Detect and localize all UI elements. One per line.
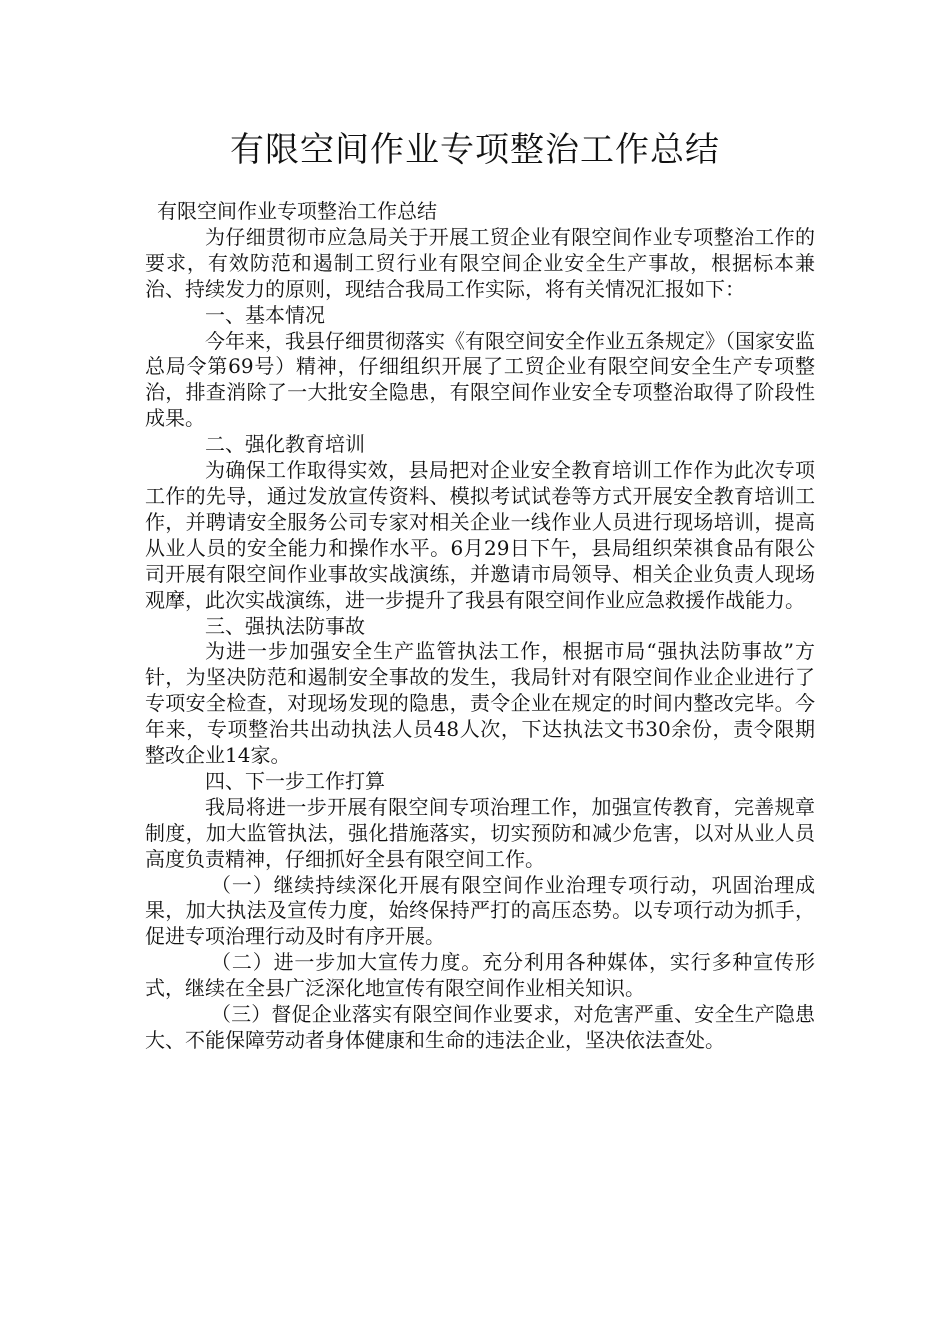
education-training-paragraph: 为确保工作取得实效，县局把对企业安全教育培训工作作为此次专项工作的先导，通过发放宣传资料、模拟考试试卷等方式开展安全教育培训工作，并聘请安全服务公司专家对相关企业一线作业人员进行现场培训，提高从业人员的安全能力和操作水平。6月29日下午，县局组织荣祺食品有限公司开展有限空间作业事故实战演练，并邀请市局领导、相关企业负责人现场观摩，此次实战演练，进一步提升了我县有限空间作业应急救援作战能力。: [145, 458, 815, 612]
next-steps-item-1: （一）继续持续深化开展有限空间作业治理专项行动，巩固治理成果，加大执法及宣传力度，始终保持严打的高压态势。以专项行动为抓手，促进专项治理行动及时有序开展。: [145, 872, 815, 949]
next-steps-item-3: （三）督促企业落实有限空间作业要求，对危害严重、安全生产隐患大、不能保障劳动者身体健康和生命的违法企业，坚决依法查处。: [145, 1002, 815, 1052]
basic-situation-paragraph: 今年来，我县仔细贯彻落实《有限空间安全作业五条规定》（国家安监总局令第69号）精神，仔细组织开展了工贸企业有限空间安全生产专项整治，排查消除了一大批安全隐患，有限空间作业安全专项整治取得了阶段性成果。: [145, 328, 815, 431]
document-title: 有限空间作业专项整治工作总结: [230, 130, 720, 170]
document-body: [145, 199, 815, 1054]
section-heading-education-training: 二、强化教育培训: [205, 432, 365, 457]
law-enforcement-paragraph: 为进一步加强安全生产监管执法工作，根据市局“强执法防事故”方针，为坚决防范和遏制安全事故的发生，我局针对有限空间作业企业进行了专项安全检查，对现场发现的隐患，责令企业在规定的时间内整改完毕。今年来，专项整治共出动执法人员48人次，下达执法文书30余份，责令限期整改企业14家。: [145, 639, 815, 768]
document-subtitle: 有限空间作业专项整治工作总结: [157, 199, 437, 223]
section-heading-basic-situation: 一、基本情况: [205, 302, 325, 327]
next-steps-paragraph: 我局将进一步开展有限空间专项治理工作，加强宣传教育，完善规章制度，加大监管执法，强化措施落实，切实预防和减少危害，以对从业人员高度负责精神，仔细抓好全县有限空间工作。: [145, 794, 815, 871]
section-heading-law-enforcement: 三、强执法防事故: [205, 613, 365, 638]
intro-paragraph: 为仔细贯彻市应急局关于开展工贸企业有限空间作业专项整治工作的要求，有效防范和遏制工贸行业有限空间企业安全生产事故，根据标本兼治、持续发力的原则，现结合我局工作实际，将有关情况汇报如下：: [145, 224, 815, 301]
next-steps-item-2: （二）进一步加大宣传力度。充分利用各种媒体，实行多种宣传形式，继续在全县广泛深化地宣传有限空间作业相关知识。: [145, 950, 815, 1001]
section-heading-next-steps: 四、下一步工作打算: [205, 768, 385, 793]
